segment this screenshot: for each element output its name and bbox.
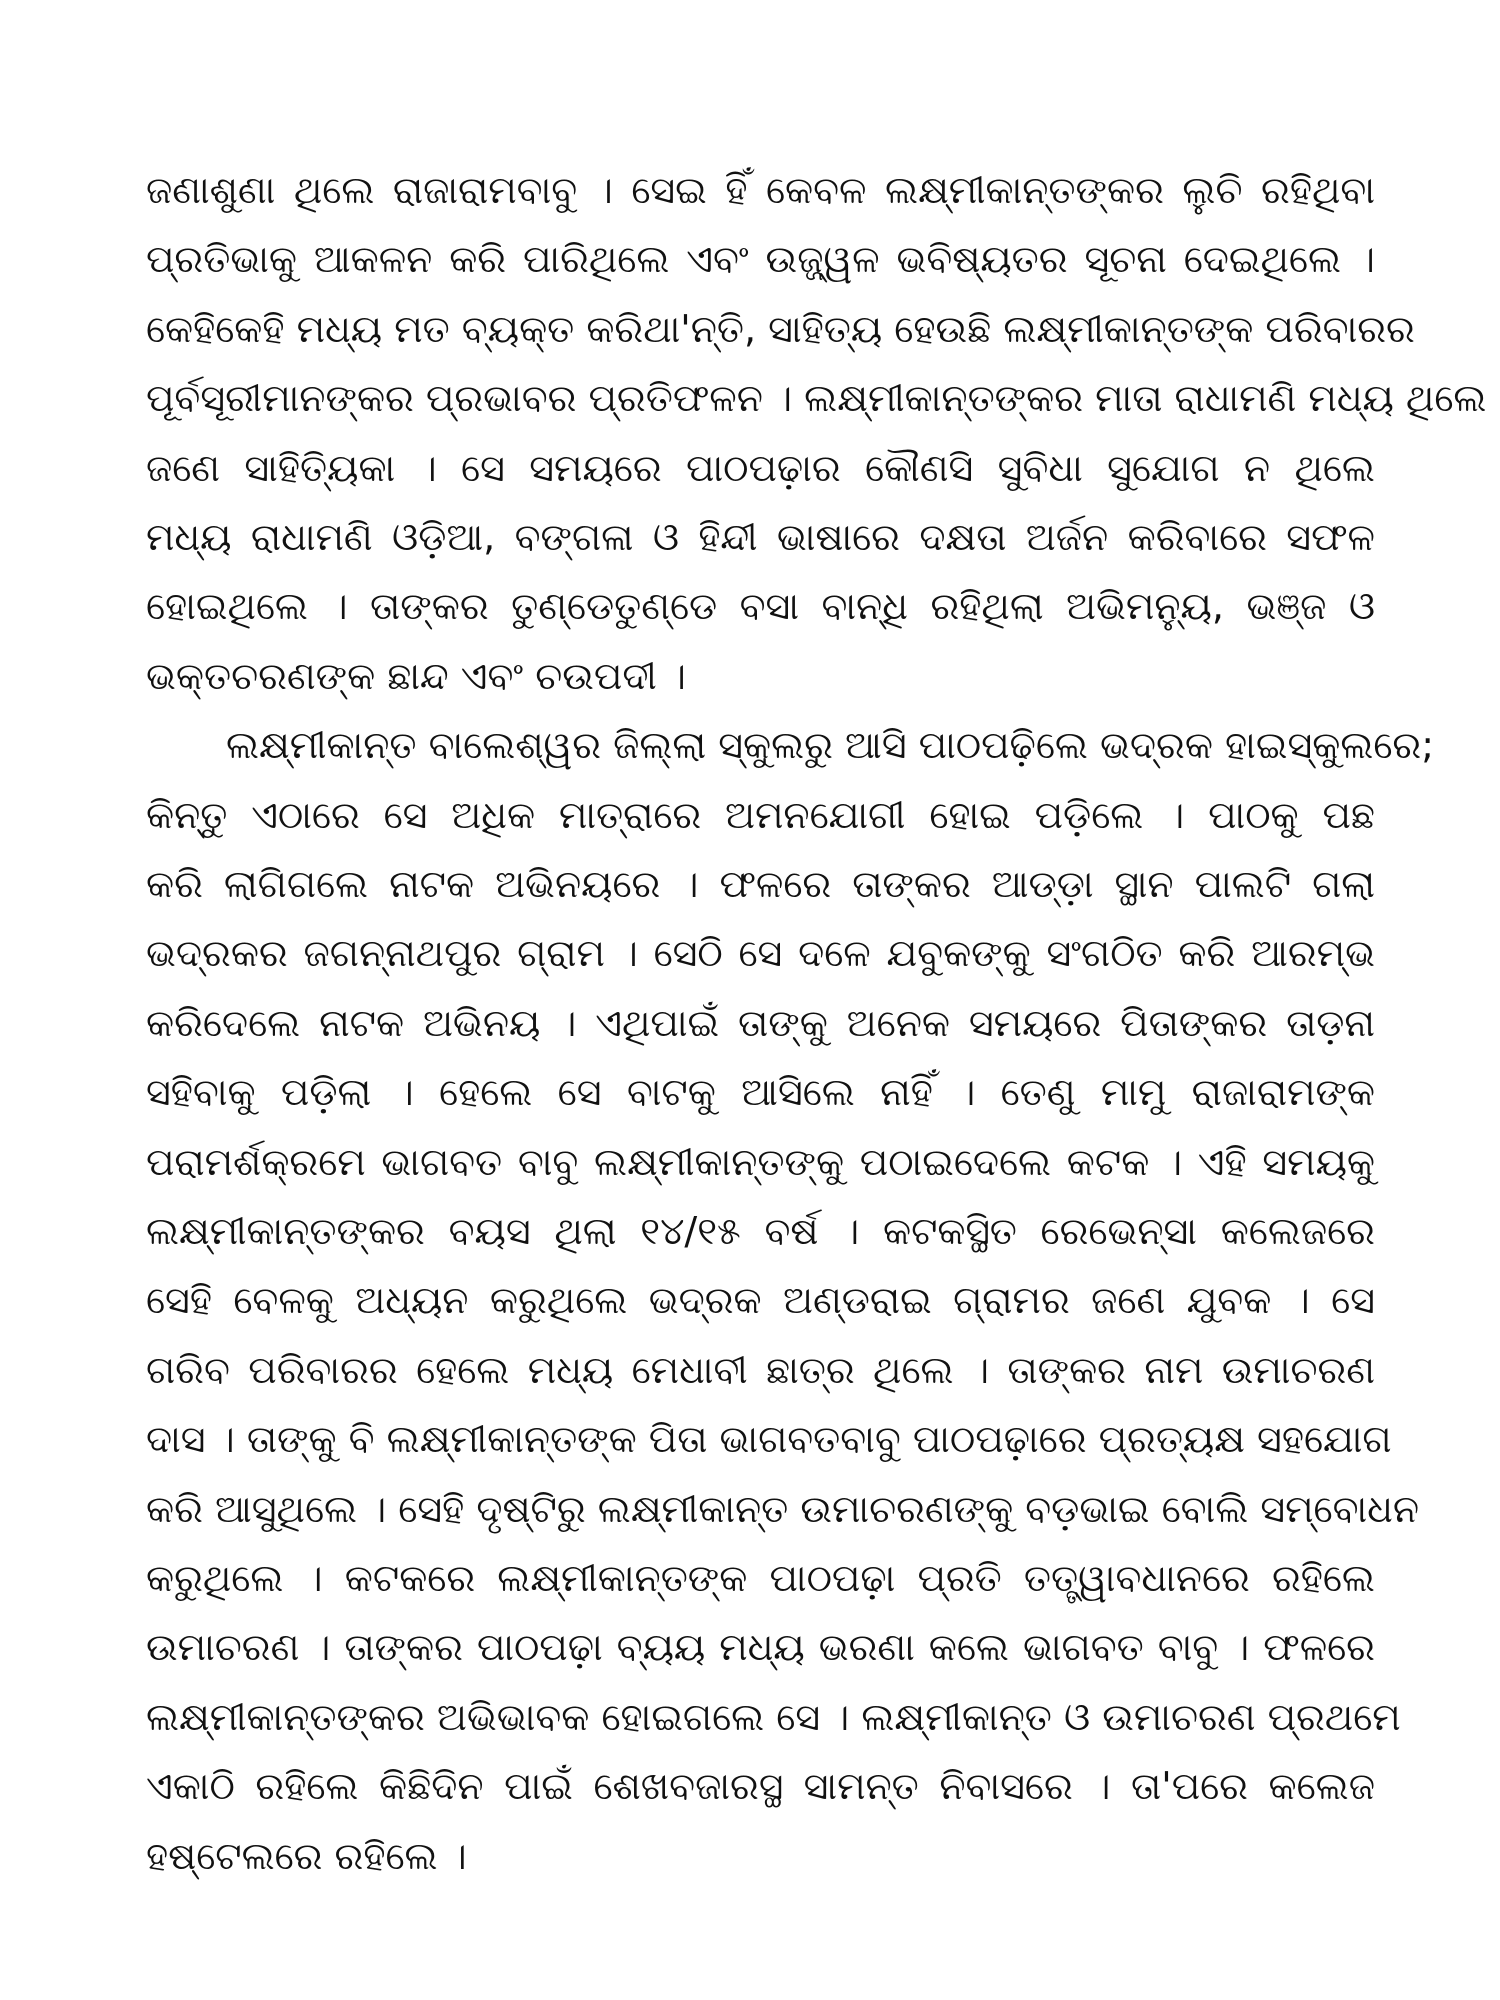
text-line: ସେହି ବେଳକୁ ଅଧ୍ୟନ କରୁଥିଲେ ଭଦ୍ରକ ଅଣ୍ଡରାଇ ଗ୍ରାମର ଜଣେ ଯୁବକ । ସେ [146, 1278, 1375, 1323]
text-line: ମଧ୍ୟ ରାଧାମଣି ଓଡ଼ିଆ, ବଙ୍ଗଳା ଓ ହିନ୍ଦୀ ଭାଷାରେ ଦକ୍ଷତା ଅର୍ଜନ କରିବାରେ ସଫଳ [146, 515, 1375, 559]
text-line: କେହିକେହି ମଧ୍ୟ ମତ ବ୍ୟକ୍ତ କରିଥା'ନ୍ତି, ସାହିତ୍ୟ ହେଉଛି ଲକ୍ଷ୍ମୀକାନ୍ତଙ୍କ ପରିବାରର [146, 306, 1415, 351]
text-line: ହଷ୍ଟେଲରେ ରହିଲେ । [146, 1833, 467, 1878]
text-line: ପୂର୍ବସୂରୀମାନଙ୍କର ପ୍ରଭାବର ପ୍ରତିଫଳନ । ଲକ୍ଷ୍ମୀକାନ୍ତଙ୍କର ମାତା ରାଧାମଣି ମଧ୍ୟ ଥିଲେ [146, 376, 1487, 421]
text-line: କରି ଆସୁଥିଲେ । ସେହି ଦୃଷ୍ଟିରୁ ଲକ୍ଷ୍ମୀକାନ୍ତ ଉମାଚରଣଙ୍କୁ ବଡ଼ଭାଇ ବୋଲି ସମ୍ବୋଧନ [146, 1486, 1420, 1531]
text-line: କରିଦେଲେ ନାଟକ ଅଭିନୟ । ଏଥିପାଇଁ ତାଙ୍କୁ ଅନେକ ସମୟରେ ପିତାଙ୍କର ତାଡ଼ନା [146, 1000, 1375, 1045]
text-line: ଜଣେ ସାହିତ୍ୟିକା । ସେ ସମୟରେ ପାଠପଢ଼ାର କୌଣସି ସୁବିଧା ସୁଯୋଗ ନ ଥିଲେ [146, 445, 1375, 490]
text-line: ଜଣାଶୁଣା ଥିଲେ ରାଜାରାମବାବୁ । ସେଇ ହିଁ କେବଳ ଲକ୍ଷ୍ମୀକାନ୍ତଙ୍କର ଲୁଚି ରହିଥିବା [146, 168, 1375, 212]
text-line: କରୁଥିଲେ । କଟକରେ ଲକ୍ଷ୍ମୀକାନ୍ତଙ୍କ ପାଠପଢ଼ା ପ୍ରତି ତତ୍ତ୍ୱାବଧାନରେ ରହିଲେ [146, 1556, 1375, 1600]
text-line: ହୋଇଥିଲେ । ତାଙ୍କର ତୁଣ୍ଡେତୁଣ୍ଡେ ବସା ବାନ୍ଧି ରହିଥିଲା ଅଭିମନ୍ୟୁ, ଭଞ୍ଜ ଓ [146, 584, 1375, 629]
text-line: ଉମାଚରଣ । ତାଙ୍କର ପାଠପଢ଼ା ବ୍ୟୟ ମଧ୍ୟ ଭରଣା କଲେ ଭାଗବତ ବାବୁ । ଫଳରେ [146, 1625, 1375, 1670]
text-line: ପରାମର୍ଶକ୍ରମେ ଭାଗବତ ବାବୁ ଲକ୍ଷ୍ମୀକାନ୍ତଙ୍କୁ ପଠାଇଦେଲେ କଟକ । ଏହି ସମୟକୁ [146, 1139, 1375, 1184]
text-line: ଗରିବ ପରିବାରର ହେଲେ ମଧ୍ୟ ମେଧାବୀ ଛାତ୍ର ଥିଲେ । ତାଙ୍କର ନାମ ଉମାଚରଣ [146, 1347, 1375, 1392]
text-line: କରି ଲାଗିଗଲେ ନାଟକ ଅଭିନୟରେ । ଫଳରେ ତାଙ୍କର ଆଡ୍‌ଡ଼ା ସ୍ଥାନ ପାଲଟି ଗଲା [146, 862, 1375, 906]
text-line: ସହିବାକୁ ପଡ଼ିଲା । ହେଲେ ସେ ବାଟକୁ ଆସିଲେ ନାହିଁ । ତେଣୁ ମାମୁ ରାଜାରାମଙ୍କ [146, 1070, 1375, 1115]
text-line: ଦାସ । ତାଙ୍କୁ ବି ଲକ୍ଷ୍ମୀକାନ୍ତଙ୍କ ପିତା ଭାଗବତବାବୁ ପାଠପଢ଼ାରେ ପ୍ରତ୍ୟକ୍ଷ ସହଯୋଗ [146, 1417, 1392, 1462]
text-line: ଲକ୍ଷ୍ମୀକାନ୍ତଙ୍କର ବୟସ ଥିଲା ୧୪/୧୫ ବର୍ଷ । କଟକସ୍ଥିତ ରେଭେନ୍‌ସା କଲେଜରେ [146, 1209, 1375, 1253]
text-line: ଭଦ୍ରକର ଜଗନ୍ନାଥପୁର ଗ୍ରାମ । ସେଠି ସେ ଦଳେ ଯବୁକଙ୍କୁ ସଂଗଠିତ କରି ଆରମ୍ଭ [146, 931, 1375, 976]
text-line: ଲକ୍ଷ୍ମୀକାନ୍ତଙ୍କର ଅଭିଭାବକ ହୋଇଗଲେ ସେ । ଲକ୍ଷ୍ମୀକାନ୍ତ ଓ ଉମାଚରଣ ପ୍ରଥମେ [146, 1694, 1401, 1739]
text-line: ଭକ୍ତଚରଣଙ୍କ ଛାନ୍ଦ ଏବଂ ଚଉପଦୀ । [146, 653, 686, 698]
text-line: ଲକ୍ଷ୍ମୀକାନ୍ତ ବାଲେଶ୍ୱର ଜିଲ୍ଲା ସ୍କୁଲରୁ ଆସି ପାଠପଢ଼ିଲେ ଭଦ୍ରକ ହାଇସ୍କୁଲରେ; [226, 723, 1435, 768]
text-line: ଏକାଠି ରହିଲେ କିଛିଦିନ ପାଇଁ ଶେଖବଜାରସ୍ଥ ସାମନ୍ତ ନିବାସରେ । ତା'ପରେ କଲେଜ [146, 1764, 1375, 1809]
text-line: କିନ୍ତୁ ଏଠାରେ ସେ ଅଧିକ ମାତ୍ରାରେ ଅମନଯୋଗୀ ହୋଇ ପଡ଼ିଲେ । ପାଠକୁ ପଛ [146, 792, 1375, 837]
text-line: ପ୍ରତିଭାକୁ ଆକଳନ କରି ପାରିଥିଲେ ଏବଂ ଉଜ୍ଜ୍ୱଳ ଭବିଷ୍ୟତର ସୂଚନା ଦେଇଥିଲେ । [146, 237, 1375, 282]
